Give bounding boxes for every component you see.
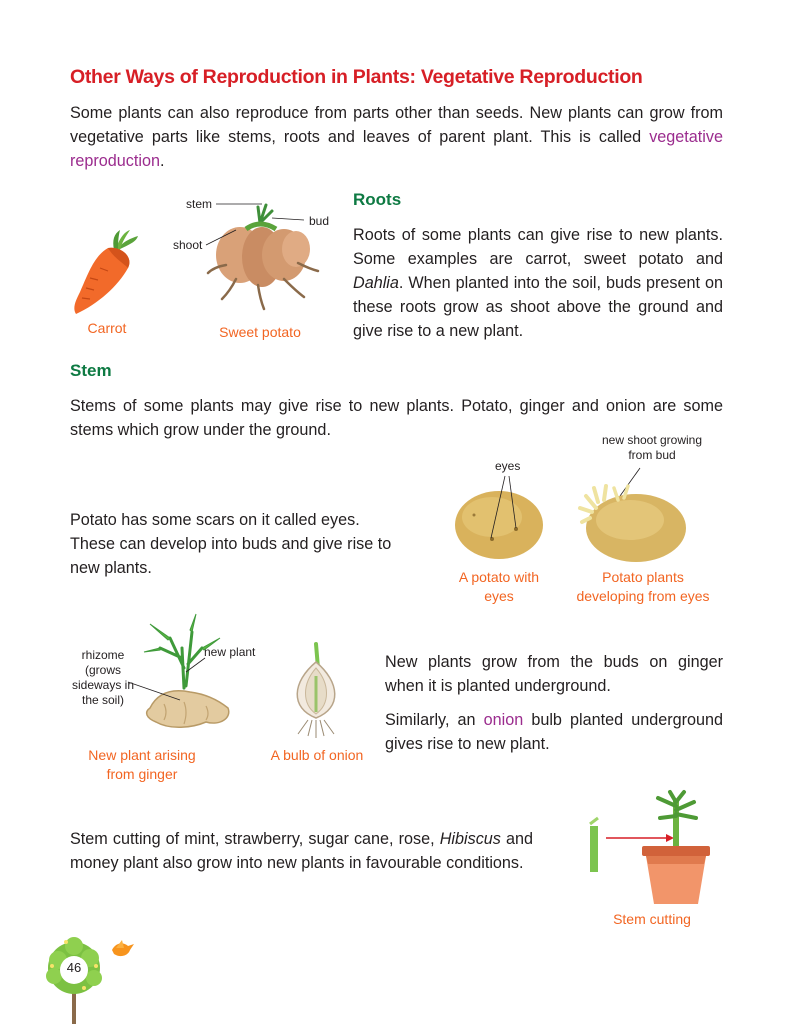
stem-cutting-illustration	[586, 792, 716, 908]
sprouting-potato-illustration	[578, 478, 690, 568]
cutting-text-a: Stem cutting of mint, strawberry, sugar cane, rose,	[70, 830, 440, 848]
hibiscus-term: Hibiscus	[439, 830, 501, 848]
ginger-paragraph: New plants grow from the buds on ginger when it is planted underground.	[385, 653, 723, 695]
onion-term: onion	[483, 711, 524, 729]
carrot-illustration	[68, 228, 148, 320]
label-new-plant: new plant	[204, 645, 256, 659]
stem-heading: Stem	[70, 361, 112, 380]
onion-text-b: bulb planted underground gives rise to new plant.	[385, 711, 723, 753]
roots-paragraph	[353, 223, 723, 343]
roots-heading: Roots	[353, 190, 402, 209]
stem-paragraph: Stems of some plants may give rise to new plants. Potato, ginger and onion are some stems which grow under the ground.	[70, 397, 723, 439]
intro-text: Some plants can also reproduce from parts other than seeds. New plants can grow from vegetative parts like stems, roots and leaves of parent plant. This is called	[70, 104, 723, 146]
label-stem: stem	[186, 197, 213, 211]
potato-illustration	[452, 485, 547, 565]
intro-paragraph	[70, 101, 723, 173]
sweet-potato-caption: Sweet potato	[219, 324, 301, 340]
page-title: Other Ways of Reproduction in Plants: Vegetative Reproduction	[70, 66, 643, 88]
dahlia-term: Dahlia	[353, 274, 399, 292]
roots-text-b: . When planted into the soil, buds present on these roots grow as shoot above the ground and give rise to a new plant.	[353, 274, 723, 340]
onion-illustration	[286, 642, 346, 738]
cutting-text-b: and money plant also grow into new plants in favourable conditions.	[70, 830, 533, 872]
ginger-illustration	[140, 608, 240, 738]
label-bud: bud	[309, 214, 330, 228]
label-rhizome: rhizome (grows sideways in the soil)	[71, 648, 135, 707]
tree-page-badge	[44, 936, 136, 1024]
roots-text-a: Roots of some plants can give rise to new plants. Some examples are carrot, sweet potato and	[353, 226, 723, 268]
label-shoot: shoot	[173, 238, 203, 252]
potato-plants-caption: Potato plants developing from eyes	[576, 569, 710, 604]
intro-end: .	[160, 152, 165, 170]
onion-text-a: Similarly, an	[385, 711, 484, 729]
page-number: 46	[66, 960, 82, 975]
onion-caption: A bulb of onion	[270, 747, 364, 763]
potato-eyes-caption: A potato with eyes	[458, 569, 540, 604]
ginger-caption: New plant arising from ginger	[88, 747, 196, 782]
ginger-leaders	[0, 0, 10, 10]
cutting-paragraph	[70, 827, 533, 875]
vegetative-reproduction-term: vegetative reproduction	[70, 128, 723, 170]
carrot-caption: Carrot	[87, 320, 127, 336]
potato-paragraph: Potato has some scars on it called eyes. These can develop into buds and give rise to new plants.	[70, 511, 392, 577]
onion-paragraph	[385, 708, 723, 756]
label-eyes: eyes	[495, 459, 521, 473]
label-new-shoot: new shoot growing from bud	[601, 433, 703, 462]
stem-cutting-caption: Stem cutting	[613, 911, 691, 927]
